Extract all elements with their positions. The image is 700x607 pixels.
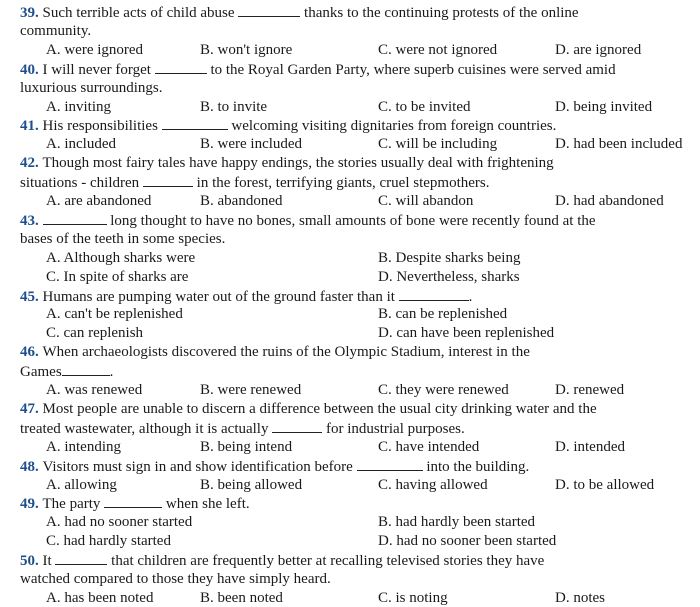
answer-option[interactable]: C. will abandon xyxy=(378,193,474,209)
answer-blank[interactable] xyxy=(55,551,107,565)
answer-option[interactable]: C. can replenish xyxy=(46,325,144,342)
question-line xyxy=(20,551,544,569)
answer-option[interactable]: C. having allowed xyxy=(378,476,488,493)
question-line xyxy=(20,230,225,248)
answer-blank[interactable] xyxy=(104,494,162,508)
question-line xyxy=(20,287,472,305)
question-number: 47. xyxy=(20,400,43,417)
answer-option[interactable]: C. will be including xyxy=(378,136,498,153)
question-line xyxy=(20,457,529,475)
question-line xyxy=(20,419,465,437)
question-text: in the forest, terrifying giants, cruel stepmothers. xyxy=(192,175,490,192)
answer-option[interactable]: B. being allowed xyxy=(200,476,303,493)
answer-option[interactable]: C. had hardly started xyxy=(46,533,171,550)
answer-option[interactable]: D. intended xyxy=(555,438,625,455)
question-text: thanks to the continuing protests of the online xyxy=(300,5,579,21)
answer-option[interactable]: B. to invite xyxy=(200,98,268,115)
question-number: 46. xyxy=(20,344,43,361)
question-line xyxy=(20,173,490,191)
answer-option[interactable]: A. Although sharks were xyxy=(46,249,196,266)
question-text: . xyxy=(468,288,473,305)
answer-option[interactable]: A. intending xyxy=(46,438,121,455)
question-line xyxy=(20,343,530,361)
answer-blank[interactable] xyxy=(272,419,322,433)
answer-option[interactable]: D. are ignored xyxy=(555,41,642,58)
question-text: Though most fairy tales have happy endings, the stories usually deal with frightening xyxy=(42,155,554,172)
answer-option[interactable]: C. In spite of sharks are xyxy=(46,268,189,285)
question-text: The party xyxy=(42,496,105,513)
question-line xyxy=(20,116,556,134)
question-text: into the building. xyxy=(422,458,530,475)
question-text: that children are frequently better at recalling televised stories they have xyxy=(107,553,545,570)
answer-blank[interactable] xyxy=(399,287,469,301)
answer-option[interactable]: D. can have been replenished xyxy=(378,325,555,342)
question-text: community. xyxy=(20,22,92,39)
question-number: 49. xyxy=(20,496,43,513)
question-number: 42. xyxy=(20,155,43,172)
answer-option[interactable]: B. won't ignore xyxy=(200,41,293,58)
answer-option[interactable]: C. were not ignored xyxy=(378,41,498,58)
answer-option[interactable]: C. to be invited xyxy=(378,98,471,115)
question-line xyxy=(20,570,331,588)
answer-option[interactable]: A. allowing xyxy=(46,476,117,493)
question-line xyxy=(20,3,579,21)
answer-option[interactable]: A. were ignored xyxy=(46,41,144,58)
question-text: to the Royal Garden Party, where superb cuisines were served amid xyxy=(206,61,616,78)
answer-option[interactable]: B. Despite sharks being xyxy=(378,249,521,266)
answer-option[interactable]: A. included xyxy=(46,136,116,153)
question-text: . xyxy=(109,364,114,381)
answer-option[interactable]: C. have intended xyxy=(378,438,480,455)
question-text: Such terrible acts of child abuse xyxy=(42,5,239,21)
answer-option[interactable]: C. is noting xyxy=(378,589,448,606)
answer-option[interactable]: A. inviting xyxy=(46,98,112,115)
answer-option[interactable]: B. been noted xyxy=(200,589,283,606)
question-text: It xyxy=(42,553,56,570)
answer-option[interactable]: D. being invited xyxy=(555,98,653,115)
answer-option[interactable]: D. renewed xyxy=(555,382,625,398)
question-text: Humans are pumping water out of the ground faster than it xyxy=(42,288,399,305)
question-number: 40. xyxy=(20,61,43,78)
question-number: 45. xyxy=(20,288,43,305)
question-text: Most people are unable to discern a difference between the usual city drinking water and the xyxy=(42,400,597,417)
question-number: 39. xyxy=(20,5,43,21)
question-number: 43. xyxy=(20,212,43,229)
answer-blank[interactable] xyxy=(357,457,423,471)
question-line xyxy=(20,211,596,229)
answer-option[interactable]: A. had no sooner started xyxy=(46,514,193,531)
answer-option[interactable]: B. being intend xyxy=(200,438,293,455)
question-line xyxy=(20,79,163,97)
answer-option[interactable]: C. they were renewed xyxy=(378,382,509,398)
answer-blank[interactable] xyxy=(143,173,193,187)
answer-option[interactable]: D. Nevertheless, sharks xyxy=(378,268,520,285)
question-line xyxy=(20,400,597,418)
question-text: watched compared to those they have simply heard. xyxy=(20,571,331,587)
question-line xyxy=(20,362,113,380)
answer-option[interactable]: A. was renewed xyxy=(46,382,143,398)
answer-blank[interactable] xyxy=(162,116,228,130)
question-text: long thought to have no bones, small amounts of bone were recently found at the xyxy=(106,212,596,229)
question-text: luxurious surroundings. xyxy=(20,79,163,96)
question-number: 50. xyxy=(20,553,43,570)
answer-blank[interactable] xyxy=(43,211,107,225)
question-text: bases of the teeth in some species. xyxy=(20,230,226,247)
question-line xyxy=(20,22,91,40)
question-text: situations - children xyxy=(20,175,143,192)
question-text: for industrial purposes. xyxy=(322,420,465,437)
answer-option[interactable]: B. had hardly been started xyxy=(378,514,536,531)
question-text: I will never forget xyxy=(42,61,155,78)
answer-option[interactable]: B. abandoned xyxy=(200,193,283,209)
question-text: Visitors must sign in and show identification before xyxy=(42,458,357,475)
question-text: His responsibilities xyxy=(42,118,162,135)
answer-option[interactable]: A. has been noted xyxy=(46,589,154,606)
answer-option[interactable]: B. can be replenished xyxy=(378,306,508,323)
answer-blank[interactable] xyxy=(238,3,300,17)
answer-option[interactable]: B. were included xyxy=(200,136,303,153)
question-text: Games xyxy=(20,364,62,381)
answer-option[interactable]: D. had no sooner been started xyxy=(378,533,557,550)
question-text: welcoming visiting dignitaries from foreign countries. xyxy=(227,118,557,135)
question-line xyxy=(20,494,250,512)
question-text: treated wastewater, although it is actually xyxy=(20,420,273,437)
answer-blank[interactable] xyxy=(155,60,207,74)
answer-option[interactable]: D. to be allowed xyxy=(555,476,655,493)
question-number: 41. xyxy=(20,118,43,135)
answer-blank[interactable] xyxy=(62,362,110,376)
question-text: when she left. xyxy=(162,496,250,513)
answer-option[interactable]: B. were renewed xyxy=(200,382,302,398)
question-line xyxy=(20,60,616,78)
answer-option[interactable]: D. had abandoned xyxy=(555,193,664,209)
question-text: When archaeologists discovered the ruins of the Olympic Stadium, interest in the xyxy=(42,344,530,361)
answer-option[interactable]: D. notes xyxy=(555,589,605,606)
answer-option[interactable]: A. can't be replenished xyxy=(46,306,183,323)
answer-option[interactable]: A. are abandoned xyxy=(46,193,152,209)
answer-option[interactable]: D. had been included xyxy=(555,136,683,153)
question-line xyxy=(20,154,554,172)
question-number: 48. xyxy=(20,458,43,475)
